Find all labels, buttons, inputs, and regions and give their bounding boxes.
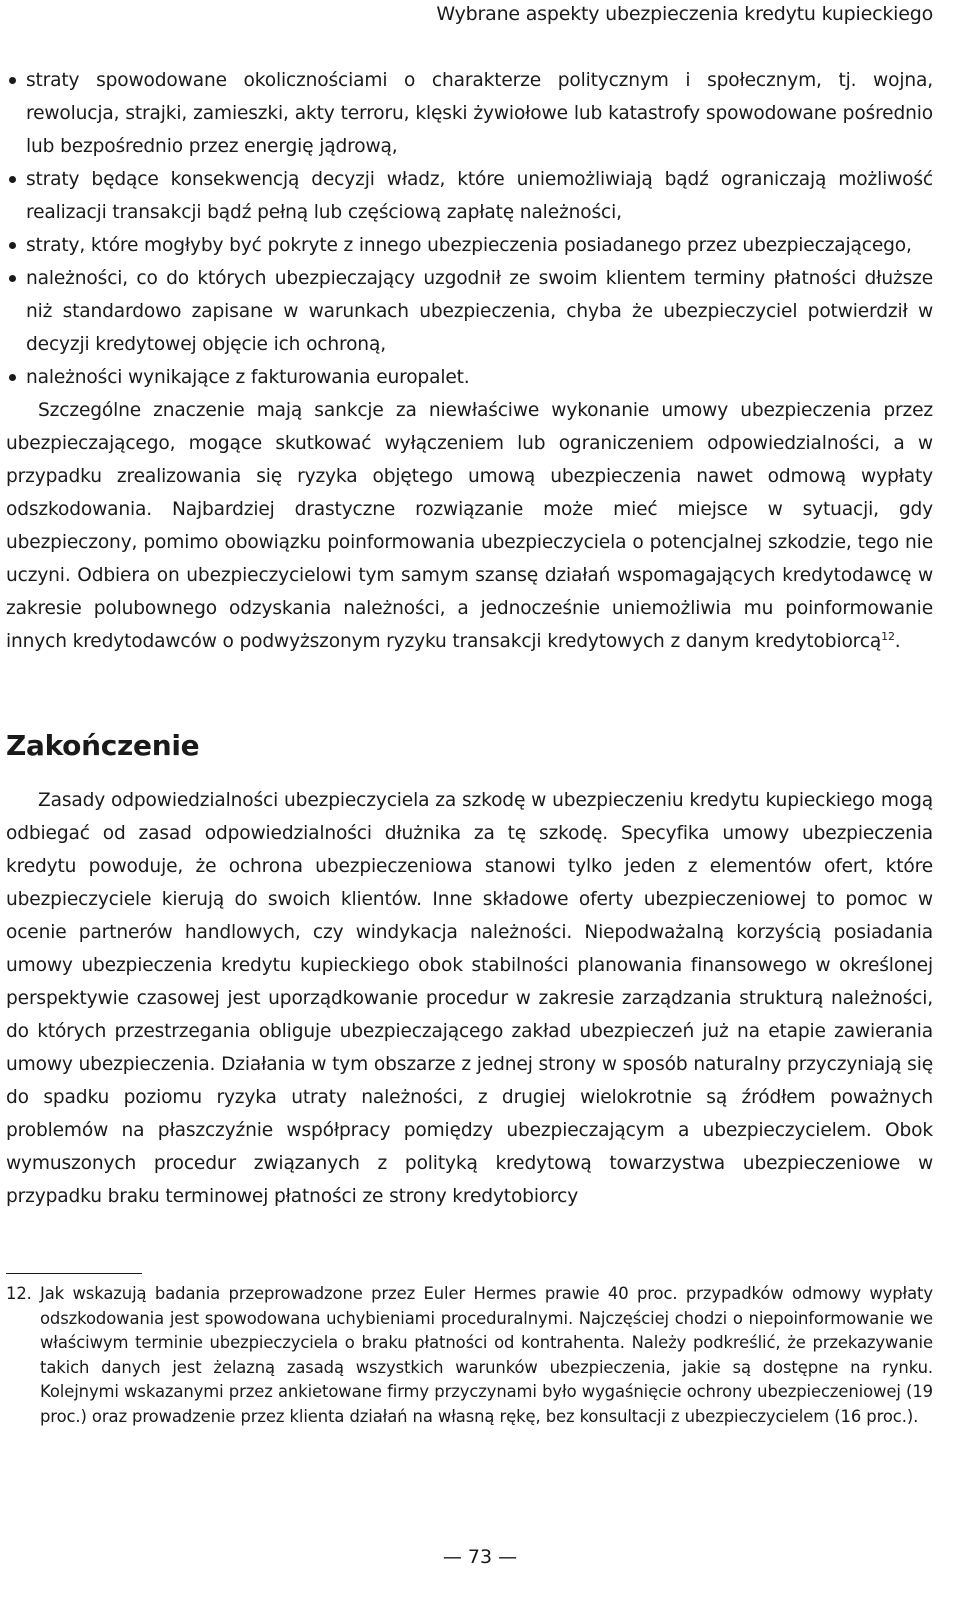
list-item: należności wynikające z fakturowania europalet. — [6, 361, 933, 394]
footnote-reference[interactable]: 12 — [881, 629, 895, 643]
footnote-number: 12. — [6, 1284, 32, 1303]
paragraph-conclusion: Zasady odpowiedzialności ubezpieczyciela za szkodę w ubezpieczeniu kredytu kupieckiego mogą odbiegać od zasad odpowiedzialności dłużnika za tę szkodę. Specyfika umowy ubezpieczenia kredytu powoduje, że ochrona ubezpieczeniowa stanowi tylko jeden z elementów ofert, które ubezpieczyciele kierują do swoich klientów. Inne składowe oferty ubezpieczeniowej to pomoc w ocenie partnerów handlowych, czy windykacja należności. Niepodważalną korzyścią posiadania umowy ubezpieczenia kredytu kupieckiego obok stabilności planowania finansowego w określonej perspektywie czasowej jest uporządkowanie procedur w zakresie zarządzania strukturą należności, do których przestrzegania obliguje ubezpieczającego zakład ubezpieczeń już na etapie zawierania umowy ubezpieczenia. Działania w tym obszarze z jednej strony w sposób naturalny przyczyniają się do spadku poziomu ryzyka utraty należności, z drugiej wielokrotnie są źródłem poważnych problemów na płaszczyźnie współpracy pomiędzy ubezpieczającym a ubezpieczycielem. Obok wymuszonych procedur związanych z polityką kredytową towarzystwa ubezpieczeniowe w przypadku braku terminowej płatności ze strony kredytobiorcy — [6, 790, 933, 1207]
footnote-text: Jak wskazują badania przeprowadzone przez Euler Hermes prawie 40 proc. przypadków odmowy wypłaty odszkodowania jest spowodowana uchybieniami proceduralnymi. Najczęściej chodzi o niepoinformowanie we właściwym terminie ubezpieczyciela o braku płatności od kontrahenta. Należy podkreślić, że przekazywanie takich danych jest żelazną zasadą wszystkich warunków ubezpieczenia, jakie są dostępne na rynku. Kolejnymi wskazanymi przez ankietowane firmy przyczynami było wygaśnięcie ochrony ubezpieczeniowej (19 proc.) oraz prowadzenie przez klienta działań na własną rękę, bez konsultacji z ubezpieczycielem (16 proc.). — [40, 1284, 933, 1426]
section-heading: Zakończenie — [6, 729, 200, 762]
list-item: straty będące konsekwencją decyzji władz, które uniemożliwiają bądź ograniczają możliwość realizacji transakcji bądź pełną lub częściową zapłatę należności, — [6, 163, 933, 229]
document-page — [6, 0, 933, 1430]
footnote-divider — [6, 1273, 142, 1274]
paragraph-end: . — [894, 631, 901, 652]
paragraph-text: Szczególne znaczenie mają sankcje za niewłaściwe wykonanie umowy ubezpieczenia przez ubezpieczającego, mogące skutkować wyłączeniem lub ograniczeniem odpowiedzialności, a w przypadku zrealizowania się ryzyka objętego umową ubezpieczenia nawet odmową wypłaty odszkodowania. Najbardziej drastyczne rozwiązanie może mieć miejsce w sytuacji, gdy ubezpieczony, pomimo obowiązku poinformowania ubezpieczyciela o potencjalnej szkodzie, tego nie uczyni. Odbiera on ubezpieczycielowi tym samym szansę działań wspomagających kredytodawcę w zakresie polubownego odzyskania należności, a jednocześnie uniemożliwia mu poinformowanie innych kredytodawców o podwyższonym ryzyku transakcji kredytowych z danym kredytobiorcą — [6, 400, 933, 652]
exclusions-list — [6, 64, 933, 394]
list-item: straty, które mogłyby być pokryte z innego ubezpieczenia posiadanego przez ubezpieczającego, — [6, 229, 933, 262]
footnote — [6, 1282, 933, 1430]
page-number: — 73 — — [442, 1546, 518, 1568]
running-header: Wybrane aspekty ubezpieczenia kredytu kupieckiego — [436, 3, 933, 25]
paragraph-sanctions — [6, 394, 933, 658]
list-item: należności, co do których ubezpieczający uzgodnił ze swoim klientem terminy płatności dłuższe niż standardowo zapisane w warunkach ubezpieczenia, chyba że ubezpieczyciel potwierdził w decyzji kredytowej objęcie ich ochroną, — [6, 262, 933, 361]
list-item: straty spowodowane okolicznościami o charakterze politycznym i społecznym, tj. wojna, rewolucja, strajki, zamieszki, akty terroru, klęski żywiołowe lub katastrofy spowodowane pośrednio lub bezpośrednio przez energię jądrową, — [6, 64, 933, 163]
body-text — [6, 64, 933, 1213]
